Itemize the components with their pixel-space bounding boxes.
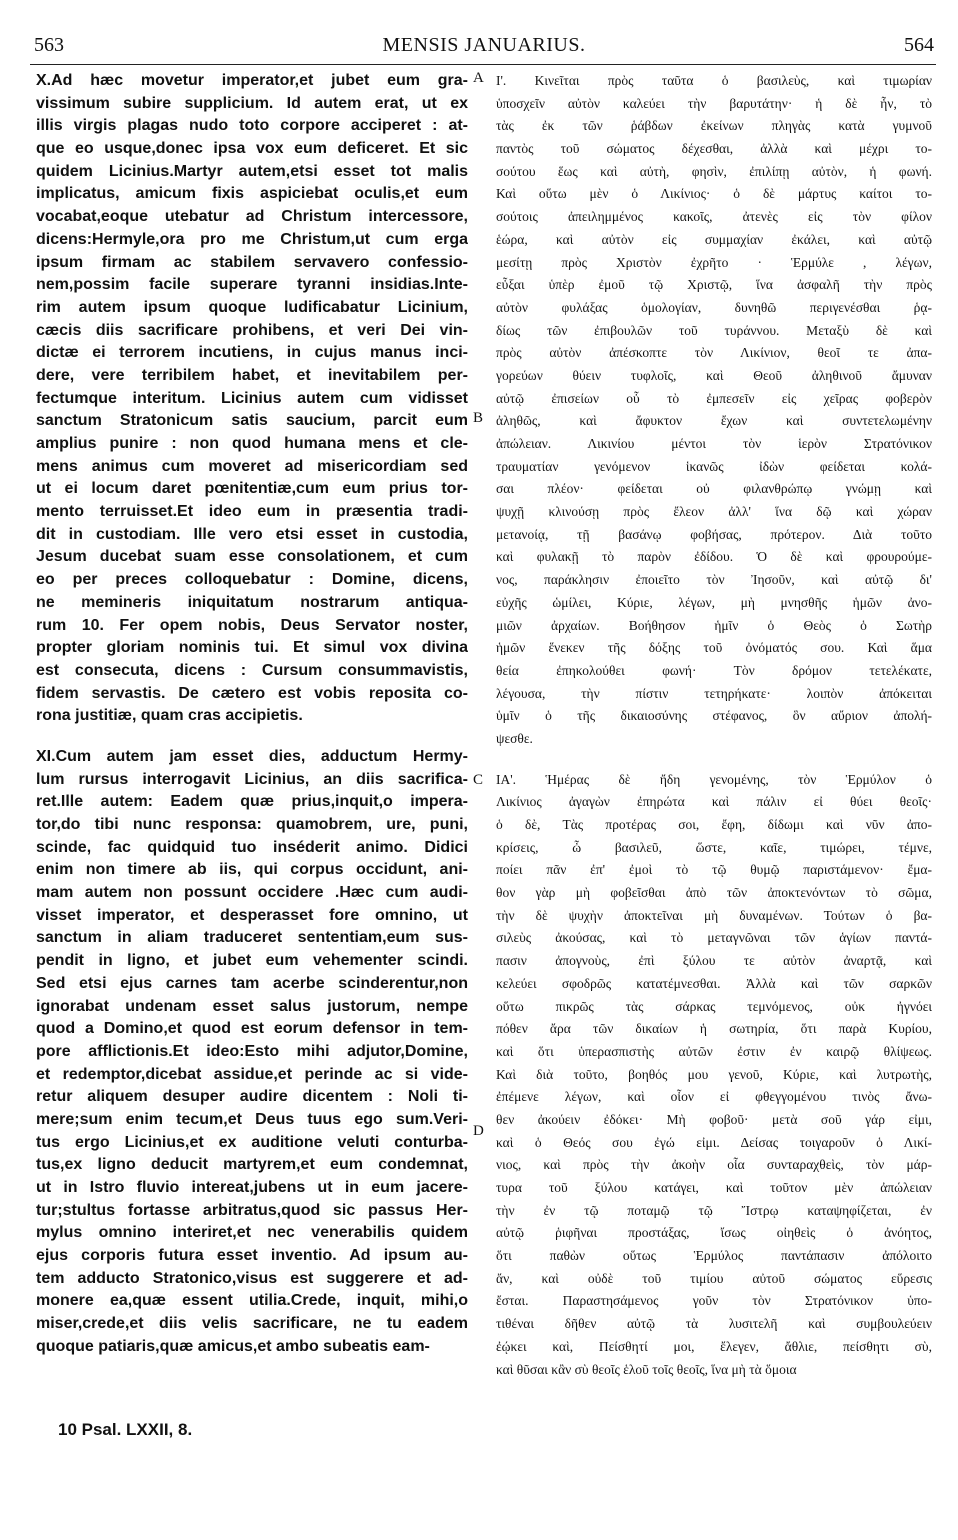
text-line: ἑώρα, καὶ αὐτὸν εἰς συμμαχίαν ἐκάλει, καὶ αὐτῷ: [496, 231, 932, 247]
text-line: ὁ δὲ, Τὰς προτέρας σοι, ἔφη, δίδωμι καὶ νῦν ἀπο-: [496, 817, 932, 832]
text-line: rona justitiæ, quam cras accipietis.: [36, 707, 303, 725]
text-line: ἀληθῶς, καὶ ἄφυκτον ἔχων καὶ συντετελωμένην: [496, 413, 932, 429]
text-line: ἐπέμενε λέγων, καὶ οἷον εἰ φθεγγομένου τινὸς ἄνω-: [496, 1089, 932, 1105]
margin-marker-d: D: [473, 1123, 484, 1139]
text-line: visset imperator, et desperasset fore omnino, ut: [36, 906, 468, 924]
text-line: nem,possim facile superare tyranni insidias.Inte-: [36, 276, 468, 294]
text-line: dit in custodiam. Ille vero etsi esset in custodia,: [36, 525, 468, 543]
text-line: ποίει πᾶν ἐπ' ἐμοὶ τὸ τῷ θυμῷ παριστάμενον· ἔμα-: [496, 862, 932, 878]
text-line: que eo usque,donec ipsa vox eum deficeret. Et sic: [36, 140, 468, 158]
text-line: μετανοίᾳ, τῇ βασάνῳ φοβήσας, πρότερον. Διὰ τοῦτο: [496, 526, 932, 542]
text-line: σούτου ἕως καὶ αὐτὴ, φησὶν, ἐπιλίπῃ αὐτὸν, ἡ φωνή.: [496, 163, 932, 179]
text-line: δίως τῶν ἐπιβουλῶν τοῦ τυράννου. Μεταξὺ δὲ καὶ: [496, 322, 932, 338]
text-line: Καὶ οὕτω μὲν ὁ Λικίνιος· ὁ δὲ μάρτυς καίτοι το-: [496, 186, 932, 202]
text-line: ψυχῇ κλινούσῃ πρὸς ἔλεον ἀλλ' ἵνα δῷ καὶ χώραν: [496, 504, 932, 520]
text-line: implicatus, amicum fixis aspiciebat oculis,et eum: [36, 185, 468, 203]
text-line: καὶ φυλακῇ τὸ παρὸν ἐδίδου. Ὁ δὲ καὶ φρουρούμε-: [496, 549, 932, 565]
text-line: retur aliquem desuper audire dicentem : Noli ti-: [36, 1088, 468, 1106]
text-line: ut ei locum daret pœnitentiæ,cum eum prius tor-: [36, 480, 468, 498]
text-line: γορεύων θύειν τυφλοῖς, καὶ Θεοῦ ἀληθινοῦ ἄμυναν: [496, 367, 932, 383]
text-line: θεία ἐπηκολούθει φωνή· Τὸν δρόμον τετελέκατε,: [496, 662, 932, 678]
text-line: lum rursus interrogavit Licinius, an diis sacrifica-: [36, 770, 468, 788]
text-line: τραυματίαν γενόμενον ἱκανῶς ἰδὼν φείδεται κολά-: [496, 458, 932, 474]
text-line: fidem servastis. De cætero est vobis reposita co-: [36, 684, 468, 702]
right-page-number: 564: [904, 34, 934, 56]
text-line: θον γὰρ μὴ φοβεῖσθαι ἀπὸ τῶν ἀποκτενόντων τὸ σῶμα,: [496, 885, 932, 901]
text-line: εὐχῆς ὡμίλει, Κύριε, λέγων, μὴ μνησθῆς ἡμῶν ἀνο-: [496, 594, 932, 610]
text-line: αὐτῷ ῥιφῆναι προστάξας, ἴσως οἰηθεὶς ὁ ἀνόητος,: [496, 1225, 932, 1241]
text-line: monere ea,quæ essent utilia.Crede, inquit, mihi,o: [36, 1292, 468, 1310]
text-line: ne memineris iniquitatum nostrarum antiqua-: [36, 593, 468, 611]
text-line: ἐῴκει καὶ, Πείσθητί μοι, ἔλεγεν, ἄθλιε, πείσθητι σὺ,: [496, 1338, 932, 1354]
text-line: quidem Licinius.Martyr autem,etsi esset tot malis: [36, 162, 468, 180]
text-line: λέγουσα, τὴν πίστιν τετηρήκατε· λοιπὸν ἀπόκειται: [496, 685, 932, 701]
text-line: tus ergo Licinius,et ex auditione veluti conturba-: [36, 1133, 468, 1151]
text-line: vocabat,eoque utebatur ad Christum intercessore,: [36, 208, 468, 226]
text-line: propter gloriam nominis tui. Et simul vox divina: [36, 639, 468, 657]
text-line: κρίσεις, ὦ βασιλεῦ, ὥστε, καῖε, τιμώρει, τέμνε,: [496, 839, 932, 855]
text-line: dictæ ei terrorem incutiens, in cujus manus inci-: [36, 344, 468, 362]
text-line: ejus corporis futura esset inventio. Ad ipsum au-: [36, 1247, 468, 1265]
text-line: miser,crede,et diis velis sacrificare, ne tu eadem: [36, 1315, 468, 1333]
margin-marker-c: C: [473, 772, 484, 788]
text-line: τὴν δὲ ψυχὴν ἀποκτεῖναι μὴ δυναμένων. Τούτων ὁ βα-: [496, 907, 932, 923]
text-line: cæcis diis sacrificare prohibens, et veri Dei vin-: [36, 321, 468, 339]
text-line: νος, παράκλησιν ἐποιεῖτο τὸν Ἰησοῦν, καὶ αὐτῷ δι': [496, 572, 932, 588]
text-line: κελεύει σφοδρῶς κατατέμνεσθαι. Ἀλλὰ καὶ τῶν σαρκῶν: [496, 975, 932, 991]
text-line: ἡμῶν ἕνεκεν τῆς δόξης τοῦ ὀνόματός σου. Καὶ ἅμα: [496, 640, 932, 656]
text-line: πόθεν ἄρα τῶν δικαίων ἡ σωτηρία, ὅτι παρὰ Κυρίου,: [496, 1021, 932, 1037]
text-line: θεν ἀκούειν ἐδόκει· Μὴ φοβοῦ· μετὰ σοῦ γάρ εἰμι,: [496, 1111, 932, 1127]
text-line: σαι πλέον· φείδεται οὐ φιλανθρώπῳ γνώμῃ καὶ: [496, 481, 932, 497]
text-line: αὐτὸν φυλάξας ὁμολογίαν, δυνηθῶ περιγενέσθαι ῥᾳ-: [496, 299, 932, 315]
text-line: παντὸς τοῦ σώματος δέχεσθαι, ἀλλὰ καὶ μέχρι το-: [496, 141, 932, 157]
text-line: enim non timere ab iis, qui corpus occidunt, ani-: [36, 861, 468, 879]
text-line: quod a Domino,et quod est eorum defensor in tem-: [36, 1020, 468, 1038]
text-line: ὑποσχεῖν αὐτὸν καλεύει τὴν βαρυτάτην· ἡ δὲ ἦν, τὸ: [496, 95, 932, 111]
text-line: XI.Cum autem jam esset dies, adductum Hermy-: [36, 747, 468, 765]
text-line: πασιν ἀπογνοὺς, ἐπὶ ξύλου τε αὐτὸν ἀναρτᾷ, καὶ: [496, 953, 932, 969]
text-line: fectumque interitum. Licinius autem cum vidisset: [36, 389, 468, 407]
text-line: Jesum ducebat suam esse consolationem, et cum: [36, 548, 468, 566]
text-line: καὶ ὅτι ὑπερασπιστὴς αὐτῶν ἐστιν ἐν καιρῷ θλίψεως.: [496, 1043, 932, 1059]
text-line: νιος, καὶ πρὸς τὴν ἀκοὴν οἷα συνταραχθεὶς, τὸν μάρ-: [496, 1157, 932, 1173]
text-line: ἀπώλειαν. Λικινίου μέντοι τὸν ἱερὸν Στρατόνικον: [496, 436, 932, 451]
text-line: Καὶ διὰ τοῦτο, βοηθός μου γενοῦ, Κύριε, καὶ λυτρωτὴς,: [496, 1066, 932, 1082]
text-line: ut in Istro fluvio intereat,jubens ut in eum jacere-: [36, 1179, 468, 1196]
text-line: ὅτι παθὼν οὕτως Ἑρμύλος παντάπασιν ἀπόλοιτο: [496, 1248, 932, 1264]
text-line: mere;sum enim tecum,et Deus tuus ego sum.Veri-: [36, 1110, 468, 1128]
text-line: Λικίνιος ἀγαγὼν ἐπηρώτα καὶ πάλιν εἰ θύει θεοῖς·: [496, 794, 932, 810]
text-line: sanctum in aliam traduceret sententiam,eum sus-: [36, 929, 468, 947]
text-line: est consecuta, dicens : Cursum consummavistis,: [36, 661, 468, 679]
text-line: τὴν ἐν τῷ ποταμῷ τῷ Ἴστρῳ καταψηφίζεται, ἐν: [496, 1202, 932, 1218]
paragraph-gap: [496, 751, 932, 769]
text-line: dicens:Hermyle,ora pro me Christum,ut cum erga: [36, 230, 468, 248]
text-line: καὶ ὁ Θεός σου ἐγώ εἰμι. Δείσας τοιγαροῦν ὁ Λικί-: [496, 1134, 932, 1150]
text-line: αὐτῷ ἐπισείων οὗ τὸ ἐμπεσεῖν εἰς χεῖρας φοβερὸν: [496, 390, 932, 406]
text-line: tus,ex ligno deducit martyrem,et eum condemnat,: [36, 1156, 468, 1174]
text-line: sanctum Stratonicum satis saucium, parcit eum: [36, 412, 468, 430]
footnote: 10 Psal. LXXII, 8.: [58, 1420, 193, 1439]
greek-column: [496, 70, 932, 1381]
text-line: illis virgis plagas nudo toto corpore acciperet : at-: [36, 117, 468, 135]
running-title: MENSIS JANUARIUS.: [382, 34, 586, 56]
page-header: [34, 34, 934, 60]
text-line: ipsum firmam ac stabilem servavero confessio-: [36, 253, 468, 271]
text-line: eo per preces colloquebatur : Domine, dicens,: [36, 571, 468, 589]
margin-marker-b: B: [473, 410, 484, 426]
text-line: pore afflictionis.Et ideo:Esto mihi adjutor,Domine,: [36, 1042, 468, 1060]
text-line: σούτοις ἀπειλημμένος κακοῖς, ἀτενὲς εἰς τὸν φίλον: [496, 209, 932, 225]
text-line: μιῶν ἀρχαίων. Βοήθησον ἡμῖν ὁ Θεὸς ὁ Σωτὴρ: [496, 617, 932, 633]
latin-column: [36, 70, 468, 1359]
text-line: X.Ad hæc movetur imperator,et jubet eum gra-: [36, 72, 468, 89]
text-line: μεσίτῃ πρὸς Χριστὸν ἐχρῆτο · Ἑρμύλε , λέγων,: [496, 254, 932, 270]
text-line: τιθέναι δῆθεν αὐτῷ τὰ λυσιτελῆ καὶ συμβουλεύειν: [496, 1316, 932, 1332]
text-line: mylus omnino interiret,et nec venerabilis quidem: [36, 1224, 468, 1242]
text-line: σιλεὺς ἀκούσας, καὶ τὸ μεταγνῶναι τῶν ἁγίων παντά-: [496, 930, 932, 946]
text-line: πρὸς αὐτὸν ἀπέσκοπτε τὸν Λικίνιον, θεοῖ τε ἀπα-: [496, 345, 932, 361]
text-line: rum 10. Fer opem nobis, Deus Servator noster,: [36, 616, 468, 634]
text-line: ὑμῖν ὁ τῆς δικαιοσύνης στέφανος, ὃν αὔριον ἀπολή-: [496, 708, 932, 724]
text-line: ret.Ille autem: Eadem quæ prius,inquit,o impera-: [36, 793, 468, 811]
paragraph-gap: [36, 728, 468, 746]
text-line: tur;stultus fortasse arbitratus,quod sic passus Her-: [36, 1201, 468, 1219]
text-line: ἔσται. Παραστησάμενος γοῦν τὸν Στρατόνικον ὑπο-: [496, 1293, 932, 1309]
text-line: ignorabat undenam esset salus justorum, nempe: [36, 997, 468, 1015]
text-line: καὶ θῦσαι κἂν σὺ θεοῖς ἑλοῦ τοῖς θεοῖς, ἵνα μὴ τὰ ὅμοια: [496, 1361, 797, 1377]
text-line: tem adducto Stratonico,visus est suggerere et ad-: [36, 1269, 468, 1287]
text-line: amplius punire : non quod humana mens et cle-: [36, 435, 468, 452]
text-line: ψεσθε.: [496, 730, 533, 746]
header-rule: [30, 64, 936, 65]
text-line: mam autem non possunt occidere .Hæc cum audi-: [36, 884, 468, 902]
text-line: quoque patiaris,quæ amicus,et ambo subeatis eam-: [36, 1337, 430, 1355]
text-line: vissimum subire supplicium. Id autem erat, ut ex: [36, 94, 468, 112]
text-line: rim autem ipsum quoque ludificabatur Licinium,: [36, 298, 468, 316]
text-line: Sed etsi ejus carnes tam acerbe scinderentur,non: [36, 974, 468, 992]
text-line: τυρα τοῦ ξύλου κατάγει, καὶ τοῦτον μὲν ἀπώλειαν: [496, 1180, 932, 1195]
text-line: εὖξαι ὑπὲρ ἐμοῦ τῷ Χριστῷ, ἵνα ἀσφαλῆ τὴν πρὸς: [496, 277, 932, 293]
text-line: scinde, fac quidquid tuo inséderit animo. Didici: [36, 838, 468, 856]
text-line: mento terruisset.Et ideo eum in præsentia tradi-: [36, 503, 468, 521]
text-line: tor,do tibi nunc responsa: quamobrem, ure, puni,: [36, 816, 468, 833]
text-line: et redemptor,dicebat assidue,et perinde ac si vide-: [36, 1065, 468, 1083]
text-line: ἄν, καὶ οὐδὲ τοῦ τιμίου αὐτοῦ σώματος εὕρεσις: [496, 1270, 932, 1286]
text-line: οὕτω πικρῶς τὰς σάρκας τεμνόμενος, οὐκ ἠγνόει: [496, 998, 932, 1014]
margin-marker-a: A: [473, 70, 484, 86]
text-line: dere, vere terribilem habet, et inevitabilem per-: [36, 366, 468, 384]
text-line: Ι'. Κινεῖται πρὸς ταῦτα ὁ βασιλεὺς, καὶ τιμωρίαν: [496, 73, 932, 88]
left-page-number: 563: [34, 34, 64, 56]
text-line: τὰς ἐκ τῶν ῥάβδων ἐκείνων πληγὰς κατὰ γυμνοῦ: [496, 118, 932, 134]
text-line: mens animus cum moveret ad misericordiam sed: [36, 457, 468, 475]
text-line: pendit in ligno, et jubet eum vehementer scindi.: [36, 952, 468, 970]
text-line: ΙΑ'. Ἡμέρας δὲ ἤδη γενομένης, τὸν Ἑρμύλον ὁ: [496, 771, 932, 787]
